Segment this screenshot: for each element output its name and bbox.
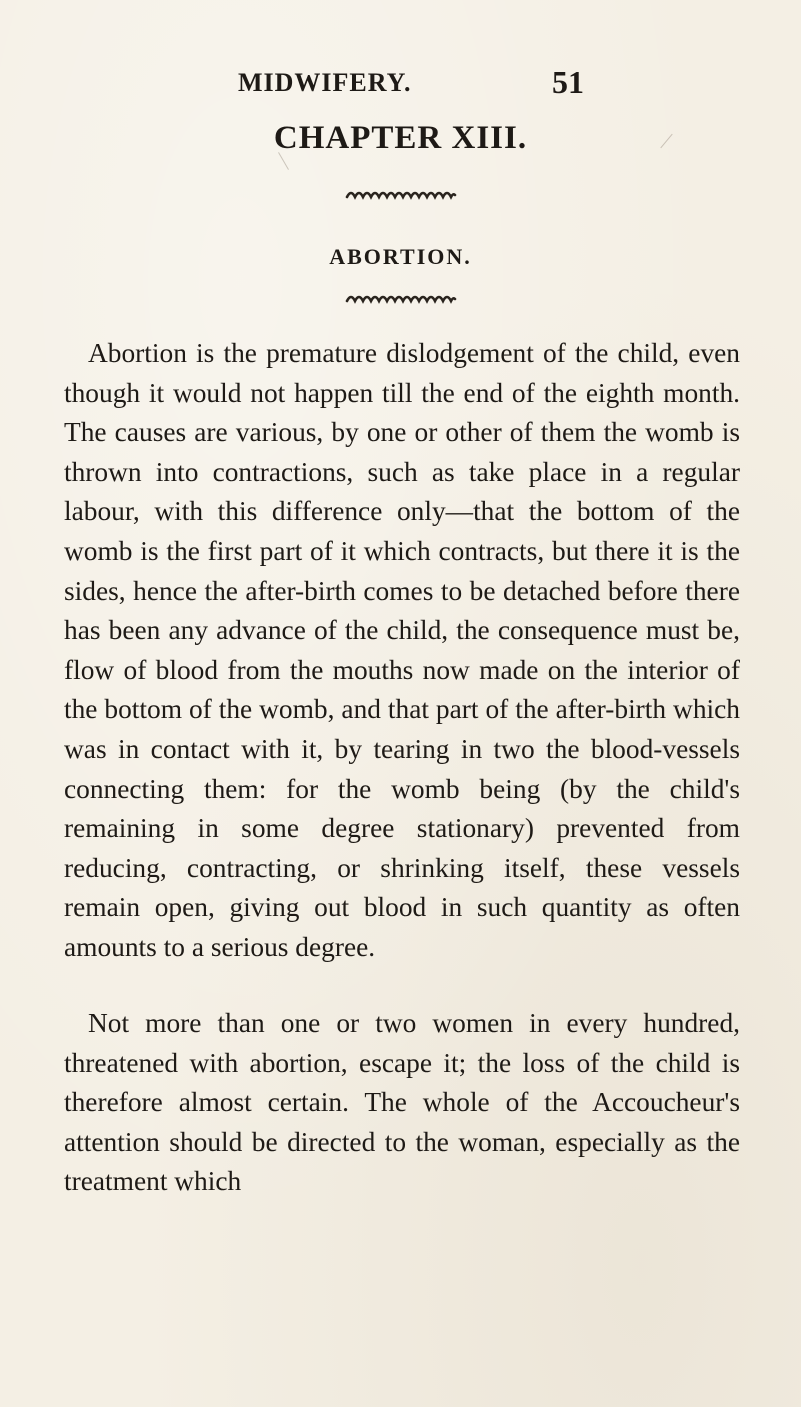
chapter-title: CHAPTER XIII. — [273, 120, 528, 156]
running-title: MIDWIFERY. — [238, 68, 412, 97]
body-paragraph: Not more than one or two women in every hundred, threatened with abortion, escape it; the loss of the child is therefore almost certain. The whole of the Accoucheur's attention should be directed to the woman, especially as the treatment which — [64, 1008, 740, 1197]
page-number: 51 — [552, 64, 584, 100]
section-title: ABORTION. — [329, 244, 472, 269]
running-head — [238, 64, 584, 108]
body-paragraph: Abortion is the premature dislodgement of the child, even though it would not happen till the end of the eighth month. The causes are various, by one or other of them the womb is thrown into contractions, such as take place in a regular labour, with this difference only—that the bottom of the womb is the first part of it which contracts, but there it is the sides, hence the after-birth comes to be detached before there has been any advance of the child, the consequence must be, flow of blood from the mouths now made on the interior of the bottom of the womb, and that part of the after-birth which was in contact with it, by tearing in two the blood-vessels connecting them: for the womb being (by the child's remaining in some degree stationary) prevented from reducing, contracting, or shrinking itself, these vessels remain open, giving out blood in such quantity as often amounts to a serious degree. — [64, 338, 740, 962]
ornament-rule-icon — [0, 291, 801, 305]
ornament-rule-icon — [0, 187, 801, 201]
